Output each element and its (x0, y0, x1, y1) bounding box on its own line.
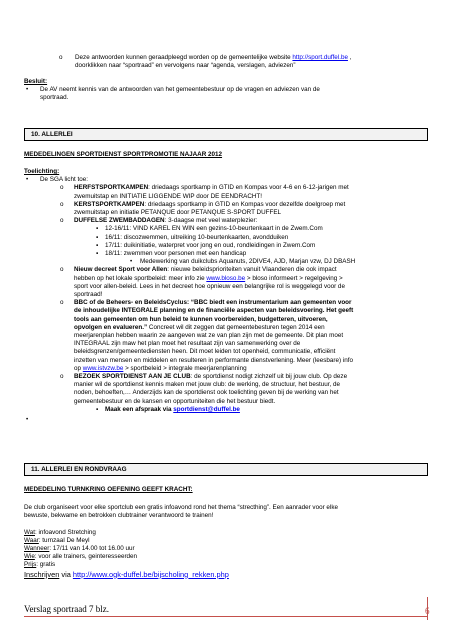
kerst-text2: zwemuitstap en initiatie PETANQUE door PETANQUE S-SPORT DUFFEL (74, 209, 282, 217)
bezoek-text2: manier wil de sportdienst kennis maken met jouw club: de werking, de structuur, het bestuur, de (74, 381, 341, 389)
decreet-text1: : nieuwe beleidsprioriteiten vanuit Vlaanderen die ook impact (167, 266, 337, 274)
kerst-text1: : driedaags sportkamp in GTID en Kompas voor dezelfde doelgroep met (144, 200, 346, 208)
square-marker: ▪ (96, 241, 99, 249)
inschrijven-label: Inschrijven (24, 569, 60, 579)
bbc-item (24, 299, 434, 373)
bezoek-label: BEZOEK SPORTDIENST AAN JE CLUB (74, 373, 191, 381)
bullet-marker: • (130, 258, 133, 266)
circle-marker: o (60, 200, 64, 208)
zwem-day-item (24, 250, 434, 258)
besluit-title: Besluit: (24, 78, 48, 85)
bbc-text5: meerjarenplan hebben waarin ze aangeven wat ze van plan zijn met de gemeente. Dit plan moet (74, 332, 344, 340)
square-marker: ▪ (96, 405, 99, 413)
circle-marker: o (60, 184, 64, 192)
decreet-text4: sportraad! (74, 291, 103, 299)
section-10-title: 10. ALLERLEI (31, 131, 73, 138)
bbc-text1: : “BBC biedt een instrumentarium aan gemeenten voor (187, 299, 352, 307)
turnkring-waar (24, 537, 434, 545)
circle-marker: o (60, 373, 64, 381)
intro-item (59, 54, 435, 70)
section-11-title: 11. ALLERLEI EN RONDVRAAG (31, 466, 127, 473)
besluit-text2: sportraad. (40, 94, 69, 102)
toelichting-block (24, 168, 434, 423)
circle-marker: o (60, 266, 64, 274)
bullet-marker: • (26, 86, 29, 94)
wie-label: Wie (24, 553, 35, 561)
decreet-item (24, 266, 434, 299)
prijs-label: Prijs (24, 561, 37, 569)
herfst-label: HERFSTSPORTKAMPEN (74, 184, 149, 192)
inschrijven-via: via (59, 569, 73, 579)
bbc-text3: tools aan gemeenten om hun beleid te kunnen voorbereiden, budgetteren, uitvoeren, (74, 315, 328, 323)
kerst-label: KERSTSPORTKAMPEN (74, 200, 145, 208)
wat-value: : infoavond Stretching (34, 528, 96, 536)
bbc-text2: de inhoudelijke INTEGRALE planning en de financiële aspecten van beleidsvoering. Het geeft (74, 307, 354, 315)
kerst-item (24, 201, 434, 217)
bbc-text9b: > sportbeleid > integrale meerjarenplanning (123, 364, 247, 372)
circle-marker: o (60, 299, 64, 307)
sport-duffel-link[interactable]: http://sport.duffel.be (292, 54, 348, 61)
bbc-text4a: opvolgen en evalueren.” (74, 323, 148, 331)
zwem-sub-text: Medewerking van duikclubs Aquanuts, 2DIVE4, AJD, Marjan vzw, DJ DBASH (140, 258, 356, 266)
herfst-item (24, 184, 434, 200)
bezoek-text1: : de sportdienst nodigt zichzelf uit bij jouw club. Op deze (190, 373, 348, 381)
intro-line2: doorklikken naar “sportraad” en vervolgens naar “agenda, verslagen, adviezen” (75, 62, 296, 70)
intro-line1: Deze antwoorden kunnen geraadpleegd worden op de gemeentelijke website (75, 54, 293, 61)
turnkring-p1: De club organiseert voor elke sportclub een gratis infoavond rond het thema “strecthing”. Een aanrader voor elke (24, 504, 338, 512)
section-10-header (24, 128, 428, 141)
circle-marker: o (60, 217, 64, 225)
bbc-text8: inzetten van mensen en middelen en resulteren in performante dienstverlening. Meer (leesbare) info (74, 356, 353, 364)
bullet-marker: • (26, 176, 29, 184)
besluit-block (24, 78, 424, 103)
zwem-day-text: 12-16/11: VIND KAREL EN WIN een gezins-10-beurtenkaart in de Zwem.Com (105, 225, 323, 233)
turnkring-prijs (24, 561, 434, 569)
herfst-text1: : driedaags sportkamp in GTID en Kompas voor 4-6 en 6-12-jarigen met (148, 184, 349, 192)
zwem-day-text: 16/11: discozwemmen, uitreiking 10-beurtenkaarten, avondduiken (105, 233, 289, 241)
decreet-text3: sport voor allen-beleid. Lees in het decreet hoe opnieuw een belangrijke rol is weggelegd voor de (74, 282, 345, 290)
turnkring-p2: bewuste, bekwame en betrokken clubtrainer verantwoord te trainen! (24, 512, 214, 520)
toelichting-title: Toelichting: (24, 168, 60, 175)
decreet-text2a: hebben op het lokale sportbeleid: meer info zie (74, 274, 207, 282)
toelichting-intro: De SGA licht toe: (40, 176, 88, 184)
turnkring-wanneer (24, 545, 434, 553)
bloso-link[interactable]: www.bloso.be (206, 274, 246, 282)
bbc-text4b: Concreet wil dit zeggen dat gemeentebesturen tegen 2014 een (147, 323, 325, 331)
zwem-day-item (24, 242, 434, 250)
circle-marker: o (59, 54, 63, 61)
bbc-label: BBC of de Beheers- en BeleidsCyclus (74, 299, 188, 307)
square-marker: ▪ (96, 250, 99, 258)
sportdienst-email-link[interactable]: sportdienst@duffel.be (173, 405, 240, 413)
mededelingen-title: MEDEDELINGEN SPORTDIENST SPORTPROMOTIE NAJAAR 2012 (24, 151, 223, 158)
prijs-value: : gratis (36, 561, 56, 569)
zwem-day-item (24, 234, 434, 242)
zwem-day-text: 18/11: zwemmen voor personen met een handicap (105, 250, 247, 258)
square-marker: ▪ (96, 225, 99, 233)
zwem-label: DUFFELSE ZWEMBADDAGEN (74, 217, 165, 225)
wie-value: : voor alle trainers, geinteresseerden (34, 553, 138, 561)
turnkring-title: MEDEDELING TURNKRING OEFENING GEEFT KRACHT: (24, 486, 193, 493)
intro-line1-end: , (347, 54, 352, 61)
turnkring-wie (24, 553, 434, 561)
bezoek-text4: gemeentebestuur en de kansen en opportuniteiten die het bestuur biedt. (74, 397, 276, 405)
empty-bullet-item (24, 414, 434, 423)
bezoek-text3: noden, behoeften,… Anderzijds kan de sportdienst ook toelichting geven bij de werking van het (74, 389, 339, 397)
waar-label: Waar (24, 536, 39, 544)
istvzw-link[interactable]: www.istvzw.be (82, 364, 124, 372)
footer-divider (24, 616, 428, 617)
zwem-text1: : 3-daagse met veel waterplezier: (164, 217, 258, 225)
decreet-label: Nieuw decreet Sport voor Allen (74, 266, 168, 274)
zwem-sub-item (24, 258, 434, 266)
wanneer-value: : 17/11 van 14.00 tot 16.00 uur (49, 545, 135, 553)
page-number: 6 (425, 606, 430, 616)
herfst-text2: zwemuitstap en INITIATIE LIGGENDE WIP door DE EENDRACHT! (74, 192, 263, 200)
decreet-text2b: > bloso informeert > regelgeving > (245, 274, 343, 282)
bbc-text6: INTEGRAAL zijn maw het plan moet het resultaat zijn van samenwerking over de (74, 340, 301, 348)
square-marker: ▪ (96, 233, 99, 241)
bullet-marker: • (26, 416, 29, 424)
zwem-item (24, 217, 434, 225)
afspraak-label: Maak een afspraak via (105, 405, 174, 413)
wat-label: Wat (24, 528, 35, 536)
section-11-header (24, 463, 428, 476)
waar-value: : turnzaal De Meyl (38, 536, 90, 544)
afspraak-item (24, 406, 434, 414)
footer-text: Verslag sportraad 7 blz. (24, 604, 109, 614)
turnkring-inschrijven (24, 570, 434, 579)
zwem-day-item (24, 225, 434, 233)
turnkring-wat (24, 529, 434, 537)
bbc-text7: beleidsgrenzen/gemeentediensten heen. Dit moet leiden tot openheid, communicatie, efficiënt (74, 348, 336, 356)
besluit-text1: De AV neemt kennis van de antwoorden van het gemeentebestuur op de vragen en adviezen van de (40, 86, 320, 94)
turnkring-block (24, 486, 434, 579)
wanneer-label: Wanneer (24, 545, 50, 553)
zwem-day-text: 17/11: duikinitiatie, waterpret voor jong en oud, rondleidingen in Zwem.Com (105, 241, 316, 249)
ogk-duffel-link[interactable]: http://www.ogk-duffel.be/bijscholing_rekken.php (72, 569, 229, 579)
bbc-text9a: op (74, 364, 83, 372)
bezoek-item (24, 373, 434, 406)
